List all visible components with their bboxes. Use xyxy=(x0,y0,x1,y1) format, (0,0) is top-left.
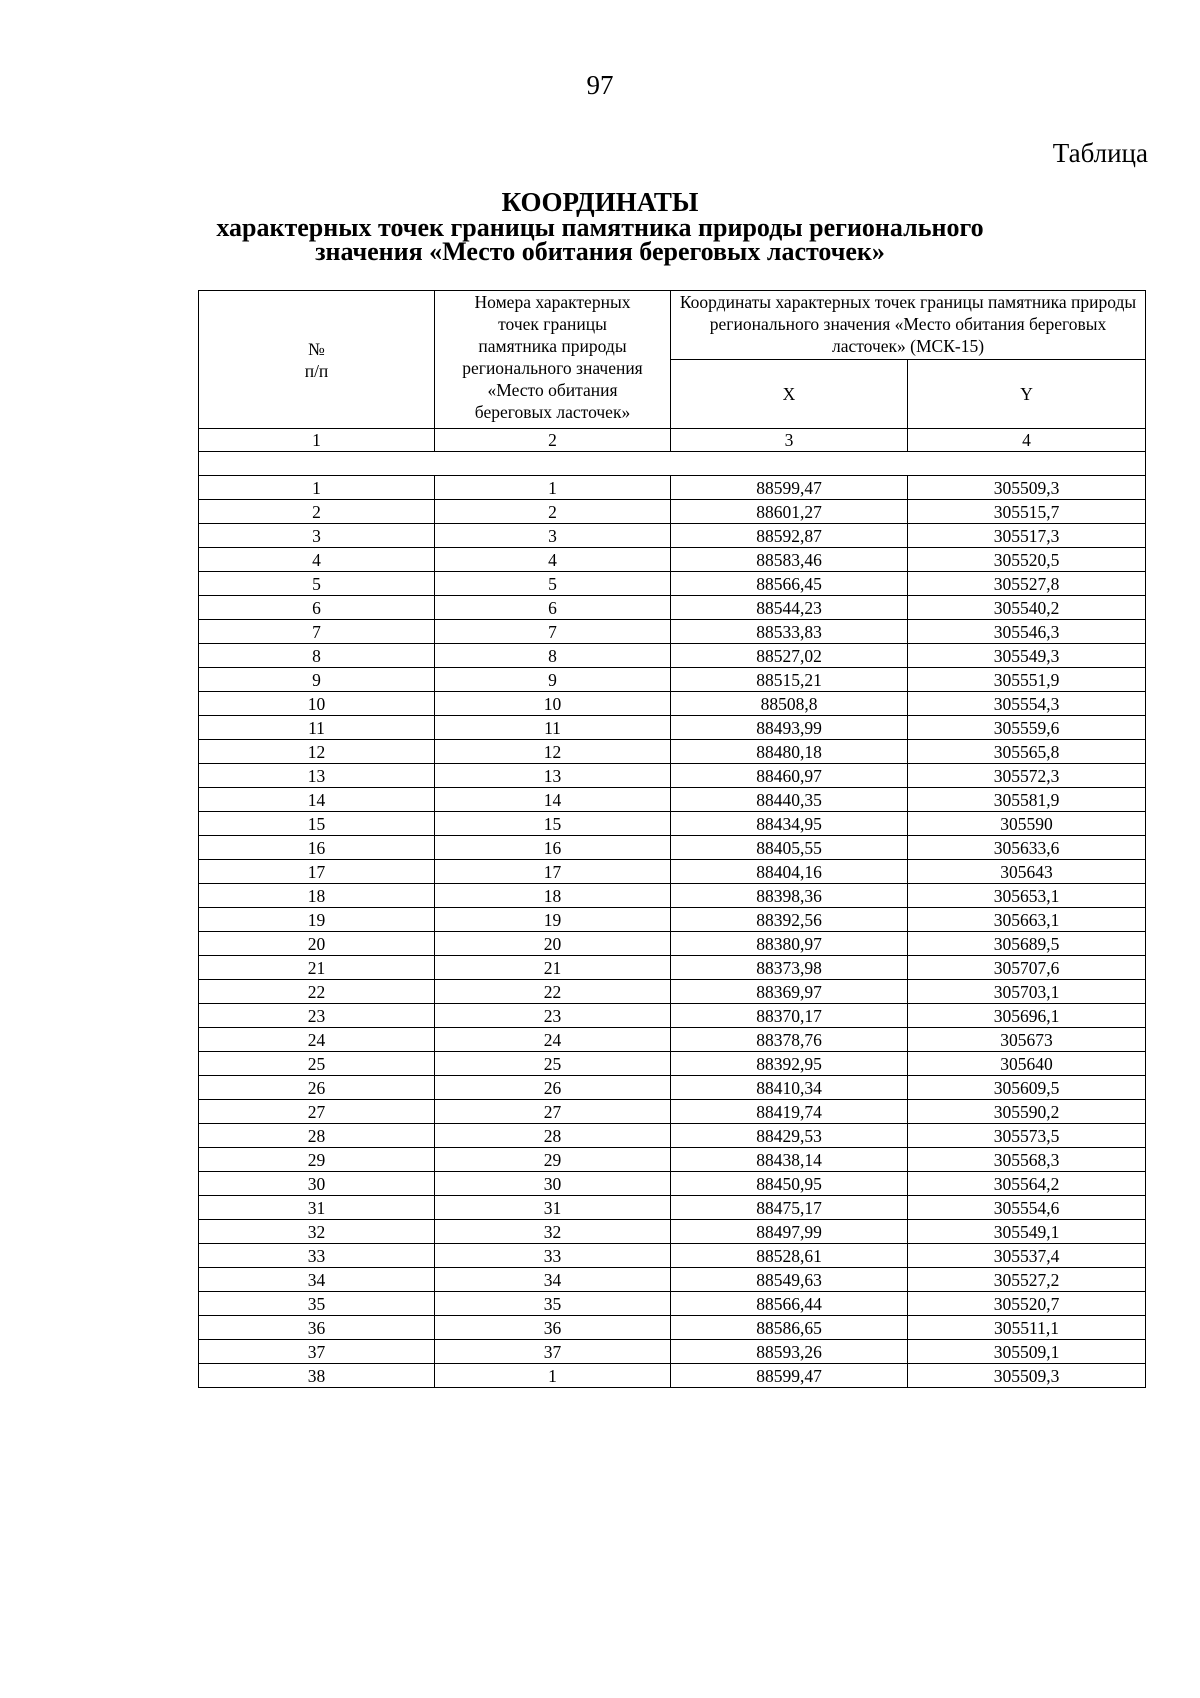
table-row xyxy=(199,1364,1146,1388)
cell-x: 88566,44 xyxy=(671,1292,908,1316)
cell-row-number: 10 xyxy=(199,692,435,716)
cell-row-number: 7 xyxy=(199,620,435,644)
cell-row-number: 32 xyxy=(199,1220,435,1244)
cell-x: 88475,17 xyxy=(671,1196,908,1220)
cell-row-number: 11 xyxy=(199,716,435,740)
cell-point-number: 10 xyxy=(435,692,671,716)
table-row xyxy=(199,716,1146,740)
cell-row-number: 20 xyxy=(199,932,435,956)
cell-row-number: 2 xyxy=(199,500,435,524)
cell-x: 88419,74 xyxy=(671,1100,908,1124)
column-number: 2 xyxy=(435,429,671,452)
title-line-2: характерных точек границы памятника природы регионального xyxy=(216,213,984,242)
cell-x: 88601,27 xyxy=(671,500,908,524)
table-row xyxy=(199,1004,1146,1028)
cell-row-number: 31 xyxy=(199,1196,435,1220)
cell-point-number: 12 xyxy=(435,740,671,764)
header-y: Y xyxy=(908,360,1146,429)
cell-point-number: 19 xyxy=(435,908,671,932)
table-row xyxy=(199,812,1146,836)
title-line-3: значения «Место обитания береговых ласточек» xyxy=(315,237,885,266)
cell-x: 88392,56 xyxy=(671,908,908,932)
table-row xyxy=(199,692,1146,716)
cell-point-number: 4 xyxy=(435,548,671,572)
cell-x: 88533,83 xyxy=(671,620,908,644)
cell-x: 88410,34 xyxy=(671,1076,908,1100)
cell-point-number: 8 xyxy=(435,644,671,668)
cell-y: 305527,8 xyxy=(908,572,1146,596)
cell-row-number: 26 xyxy=(199,1076,435,1100)
cell-row-number: 22 xyxy=(199,980,435,1004)
cell-row-number: 4 xyxy=(199,548,435,572)
cell-row-number: 34 xyxy=(199,1268,435,1292)
cell-row-number: 35 xyxy=(199,1292,435,1316)
table-row xyxy=(199,1100,1146,1124)
cell-y: 305572,3 xyxy=(908,764,1146,788)
cell-y: 305609,5 xyxy=(908,1076,1146,1100)
table-row xyxy=(199,1028,1146,1052)
header-point-numbers: Номера характерных точек границы памятника природы регионального значения «Место обитания береговых ласточек» xyxy=(435,291,671,429)
cell-row-number: 19 xyxy=(199,908,435,932)
spacer-cell xyxy=(199,452,1146,476)
cell-point-number: 26 xyxy=(435,1076,671,1100)
table-row xyxy=(199,1340,1146,1364)
cell-point-number: 13 xyxy=(435,764,671,788)
table-row xyxy=(199,1196,1146,1220)
table-row xyxy=(199,1052,1146,1076)
cell-y: 305633,6 xyxy=(908,836,1146,860)
table-row xyxy=(199,548,1146,572)
cell-y: 305590,2 xyxy=(908,1100,1146,1124)
cell-point-number: 32 xyxy=(435,1220,671,1244)
cell-x: 88515,21 xyxy=(671,668,908,692)
cell-point-number: 2 xyxy=(435,500,671,524)
cell-row-number: 37 xyxy=(199,1340,435,1364)
cell-row-number: 21 xyxy=(199,956,435,980)
cell-y: 305549,3 xyxy=(908,644,1146,668)
cell-x: 88583,46 xyxy=(671,548,908,572)
cell-x: 88392,95 xyxy=(671,1052,908,1076)
cell-point-number: 30 xyxy=(435,1172,671,1196)
cell-y: 305640 xyxy=(908,1052,1146,1076)
cell-y: 305590 xyxy=(908,812,1146,836)
cell-row-number: 30 xyxy=(199,1172,435,1196)
cell-x: 88566,45 xyxy=(671,572,908,596)
cell-point-number: 20 xyxy=(435,932,671,956)
cell-point-number: 37 xyxy=(435,1340,671,1364)
table-row xyxy=(199,1244,1146,1268)
cell-x: 88438,14 xyxy=(671,1148,908,1172)
cell-y: 305509,3 xyxy=(908,476,1146,500)
cell-point-number: 31 xyxy=(435,1196,671,1220)
table-row xyxy=(199,908,1146,932)
cell-row-number: 16 xyxy=(199,836,435,860)
cell-point-number: 7 xyxy=(435,620,671,644)
table-row xyxy=(199,596,1146,620)
table-row xyxy=(199,956,1146,980)
cell-y: 305546,3 xyxy=(908,620,1146,644)
cell-x: 88450,95 xyxy=(671,1172,908,1196)
cell-y: 305653,1 xyxy=(908,884,1146,908)
cell-point-number: 35 xyxy=(435,1292,671,1316)
cell-row-number: 13 xyxy=(199,764,435,788)
cell-point-number: 1 xyxy=(435,1364,671,1388)
column-number: 3 xyxy=(671,429,908,452)
cell-point-number: 3 xyxy=(435,524,671,548)
coordinates-table xyxy=(198,290,1146,1388)
table-row xyxy=(199,572,1146,596)
cell-point-number: 18 xyxy=(435,884,671,908)
cell-y: 305564,2 xyxy=(908,1172,1146,1196)
cell-y: 305520,7 xyxy=(908,1292,1146,1316)
header-num-symbol: № xyxy=(308,338,325,359)
cell-y: 305696,1 xyxy=(908,1004,1146,1028)
cell-row-number: 14 xyxy=(199,788,435,812)
cell-point-number: 21 xyxy=(435,956,671,980)
cell-row-number: 38 xyxy=(199,1364,435,1388)
table-row xyxy=(199,1316,1146,1340)
cell-y: 305551,9 xyxy=(908,668,1146,692)
table-row xyxy=(199,668,1146,692)
cell-point-number: 11 xyxy=(435,716,671,740)
cell-y: 305673 xyxy=(908,1028,1146,1052)
table-row xyxy=(199,644,1146,668)
cell-x: 88493,99 xyxy=(671,716,908,740)
cell-y: 305515,7 xyxy=(908,500,1146,524)
cell-x: 88480,18 xyxy=(671,740,908,764)
cell-row-number: 5 xyxy=(199,572,435,596)
cell-x: 88380,97 xyxy=(671,932,908,956)
cell-point-number: 28 xyxy=(435,1124,671,1148)
table-row xyxy=(199,764,1146,788)
spacer-row xyxy=(199,452,1146,476)
cell-row-number: 17 xyxy=(199,860,435,884)
header-coordinates: Координаты характерных точек границы памятника природы регионального значения «Место обитания береговых ласточек» (МСК-15) xyxy=(671,291,1146,360)
table-row xyxy=(199,1124,1146,1148)
cell-y: 305703,1 xyxy=(908,980,1146,1004)
cell-row-number: 3 xyxy=(199,524,435,548)
table-row xyxy=(199,500,1146,524)
cell-y: 305573,5 xyxy=(908,1124,1146,1148)
table-row xyxy=(199,740,1146,764)
table-row xyxy=(199,1076,1146,1100)
table-row xyxy=(199,620,1146,644)
table-row xyxy=(199,980,1146,1004)
cell-y: 305509,1 xyxy=(908,1340,1146,1364)
cell-y: 305520,5 xyxy=(908,548,1146,572)
cell-point-number: 1 xyxy=(435,476,671,500)
document-title xyxy=(0,188,1200,264)
cell-row-number: 29 xyxy=(199,1148,435,1172)
cell-y: 305517,3 xyxy=(908,524,1146,548)
cell-y: 305689,5 xyxy=(908,932,1146,956)
cell-point-number: 6 xyxy=(435,596,671,620)
table-row xyxy=(199,836,1146,860)
table-row xyxy=(199,860,1146,884)
cell-row-number: 15 xyxy=(199,812,435,836)
cell-row-number: 23 xyxy=(199,1004,435,1028)
cell-x: 88429,53 xyxy=(671,1124,908,1148)
cell-point-number: 15 xyxy=(435,812,671,836)
cell-point-number: 5 xyxy=(435,572,671,596)
cell-point-number: 36 xyxy=(435,1316,671,1340)
cell-x: 88370,17 xyxy=(671,1004,908,1028)
cell-y: 305527,2 xyxy=(908,1268,1146,1292)
cell-y: 305663,1 xyxy=(908,908,1146,932)
cell-x: 88599,47 xyxy=(671,476,908,500)
cell-y: 305554,6 xyxy=(908,1196,1146,1220)
cell-x: 88497,99 xyxy=(671,1220,908,1244)
cell-y: 305565,8 xyxy=(908,740,1146,764)
cell-x: 88460,97 xyxy=(671,764,908,788)
column-number: 4 xyxy=(908,429,1146,452)
cell-y: 305509,3 xyxy=(908,1364,1146,1388)
cell-x: 88440,35 xyxy=(671,788,908,812)
page-number: 97 xyxy=(586,70,614,100)
cell-row-number: 27 xyxy=(199,1100,435,1124)
cell-x: 88593,26 xyxy=(671,1340,908,1364)
cell-y: 305549,1 xyxy=(908,1220,1146,1244)
cell-x: 88405,55 xyxy=(671,836,908,860)
cell-point-number: 34 xyxy=(435,1268,671,1292)
cell-y: 305581,9 xyxy=(908,788,1146,812)
cell-x: 88592,87 xyxy=(671,524,908,548)
table-row xyxy=(199,932,1146,956)
column-number: 1 xyxy=(199,429,435,452)
table-row xyxy=(199,1172,1146,1196)
cell-y: 305643 xyxy=(908,860,1146,884)
cell-row-number: 25 xyxy=(199,1052,435,1076)
cell-y: 305540,2 xyxy=(908,596,1146,620)
cell-row-number: 24 xyxy=(199,1028,435,1052)
header-row-number xyxy=(199,291,435,429)
table-label: Таблица xyxy=(1052,138,1148,168)
cell-row-number: 33 xyxy=(199,1244,435,1268)
cell-y: 305568,3 xyxy=(908,1148,1146,1172)
cell-x: 88378,76 xyxy=(671,1028,908,1052)
table-body xyxy=(199,476,1146,1388)
cell-point-number: 17 xyxy=(435,860,671,884)
cell-x: 88549,63 xyxy=(671,1268,908,1292)
cell-y: 305554,3 xyxy=(908,692,1146,716)
cell-x: 88434,95 xyxy=(671,812,908,836)
cell-x: 88508,8 xyxy=(671,692,908,716)
cell-point-number: 9 xyxy=(435,668,671,692)
cell-point-number: 24 xyxy=(435,1028,671,1052)
table-row xyxy=(199,1220,1146,1244)
cell-x: 88404,16 xyxy=(671,860,908,884)
table-row xyxy=(199,1148,1146,1172)
cell-x: 88527,02 xyxy=(671,644,908,668)
table-row xyxy=(199,788,1146,812)
cell-row-number: 28 xyxy=(199,1124,435,1148)
cell-y: 305537,4 xyxy=(908,1244,1146,1268)
column-numbers-row xyxy=(199,429,1146,452)
table-row xyxy=(199,476,1146,500)
cell-point-number: 14 xyxy=(435,788,671,812)
cell-row-number: 1 xyxy=(199,476,435,500)
cell-row-number: 12 xyxy=(199,740,435,764)
table-row xyxy=(199,524,1146,548)
cell-y: 305707,6 xyxy=(908,956,1146,980)
header-num-abbr: п/п xyxy=(304,360,329,381)
table-row xyxy=(199,1292,1146,1316)
cell-point-number: 27 xyxy=(435,1100,671,1124)
cell-point-number: 16 xyxy=(435,836,671,860)
header-x: X xyxy=(671,360,908,429)
cell-row-number: 8 xyxy=(199,644,435,668)
table-row xyxy=(199,884,1146,908)
cell-row-number: 36 xyxy=(199,1316,435,1340)
title-line-1: КООРДИНАТЫ xyxy=(501,187,699,217)
cell-point-number: 22 xyxy=(435,980,671,1004)
cell-x: 88599,47 xyxy=(671,1364,908,1388)
cell-point-number: 33 xyxy=(435,1244,671,1268)
cell-y: 305559,6 xyxy=(908,716,1146,740)
cell-x: 88373,98 xyxy=(671,956,908,980)
cell-x: 88586,65 xyxy=(671,1316,908,1340)
cell-x: 88528,61 xyxy=(671,1244,908,1268)
table-row xyxy=(199,1268,1146,1292)
cell-point-number: 23 xyxy=(435,1004,671,1028)
cell-x: 88398,36 xyxy=(671,884,908,908)
cell-x: 88369,97 xyxy=(671,980,908,1004)
cell-row-number: 6 xyxy=(199,596,435,620)
cell-row-number: 9 xyxy=(199,668,435,692)
cell-point-number: 25 xyxy=(435,1052,671,1076)
cell-x: 88544,23 xyxy=(671,596,908,620)
cell-point-number: 29 xyxy=(435,1148,671,1172)
cell-row-number: 18 xyxy=(199,884,435,908)
cell-y: 305511,1 xyxy=(908,1316,1146,1340)
